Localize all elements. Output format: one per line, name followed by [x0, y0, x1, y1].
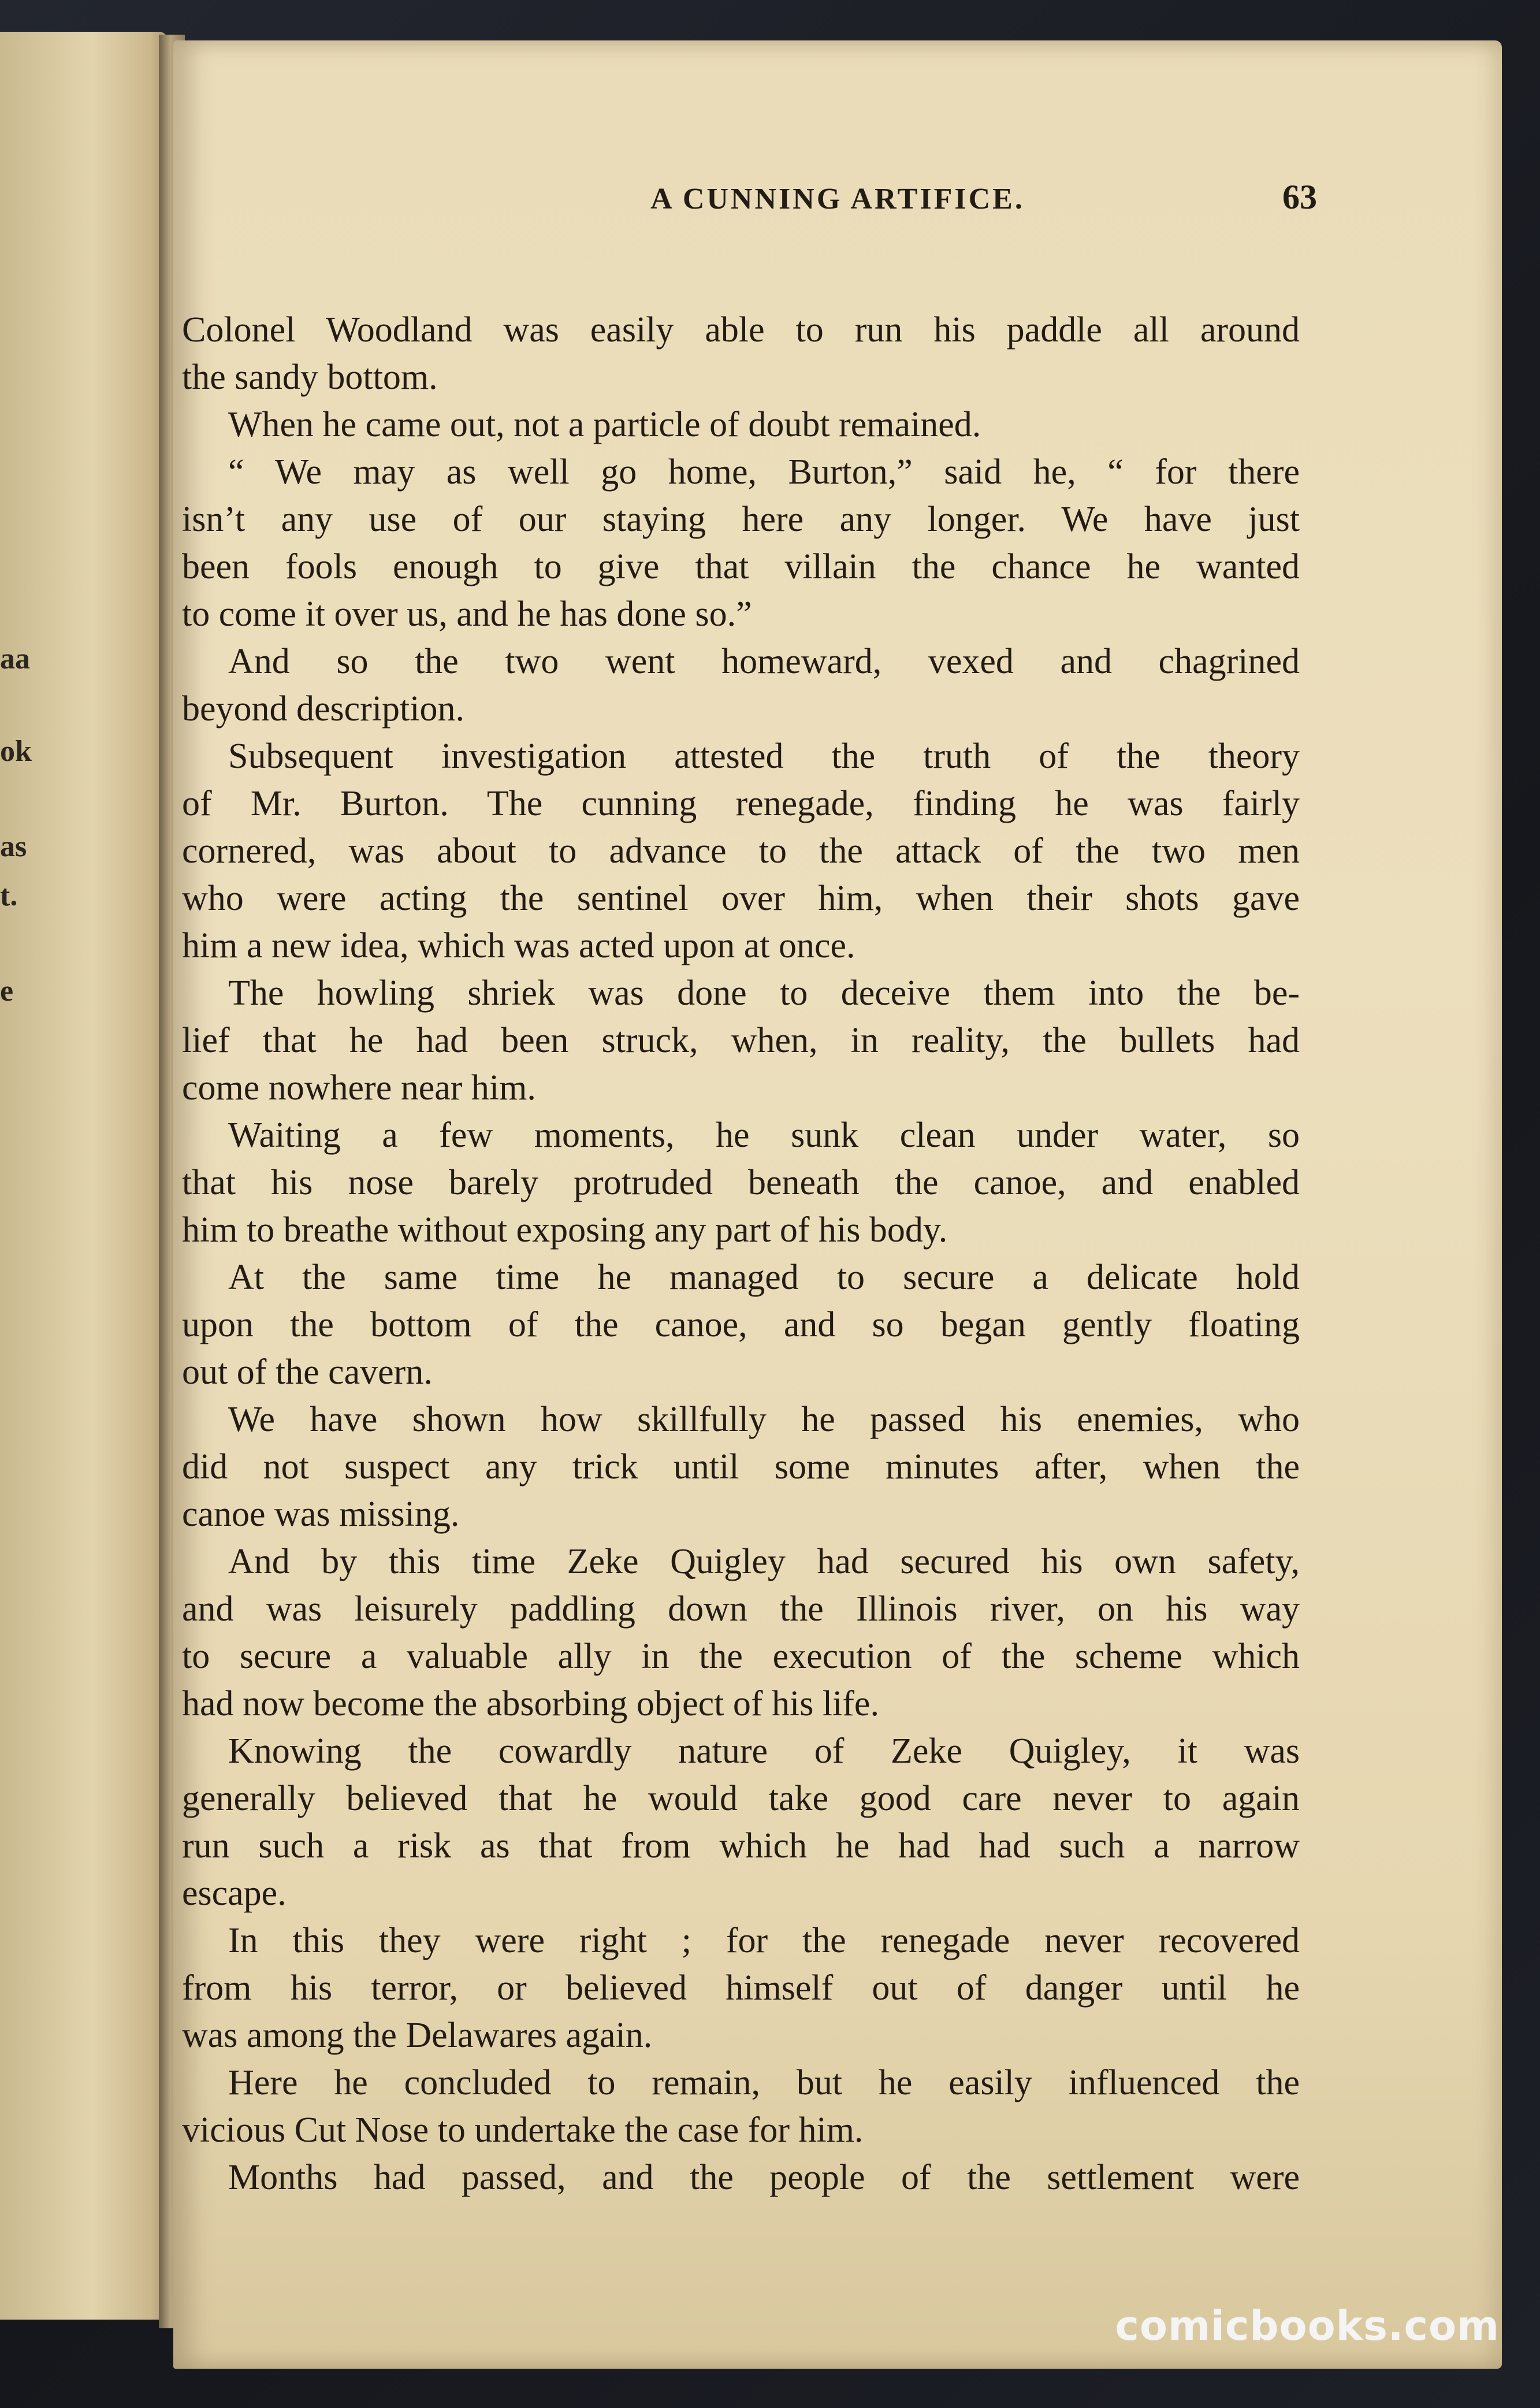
text-line: Knowing the cowardly nature of Zeke Quigley, it was [228, 1731, 1300, 1771]
text-line: isn’t any use of our staying here any longer. We have just [182, 500, 1300, 539]
text-line: At the same time he managed to secure a delicate hold [228, 1258, 1300, 1297]
text-line: When he came out, not a particle of doubt remained. [228, 405, 981, 444]
text-line: had now become the absorbing object of his life. [182, 1684, 879, 1723]
text-line: Colonel Woodland was easily able to run his paddle all around [182, 310, 1300, 350]
text-line: of Mr. Burton. The cunning renegade, finding he was fairly [182, 784, 1300, 823]
left-margin-fragment: t. [0, 879, 18, 912]
text-line: from his terror, or believed himself out of danger until he [182, 1968, 1300, 2008]
text-line: been fools enough to give that villain the chance he wanted [182, 547, 1300, 586]
text-line: cornered, was about to advance to the attack of the two men [182, 831, 1300, 871]
text-line: to secure a valuable ally in the execution of the scheme which [182, 1637, 1300, 1676]
book-page [173, 40, 1502, 2369]
left-margin-fragment: ok [0, 735, 32, 768]
text-line: escape. [182, 1874, 287, 1913]
text-line: Here he concluded to remain, but he easily influenced the [228, 2063, 1300, 2102]
text-line: that his nose barely protruded beneath the canoe, and enabled [182, 1163, 1300, 1202]
text-line: And so the two went homeward, vexed and chagrined [228, 642, 1300, 681]
left-page-edge [0, 32, 168, 2320]
text-line: was among the Delawares again. [182, 2016, 653, 2055]
text-line: “ We may as well go home, Burton,” said he, “ for there [228, 452, 1300, 492]
text-line: generally believed that he would take good care never to again [182, 1779, 1300, 1818]
text-line: upon the bottom of the canoe, and so began gently floating [182, 1305, 1300, 1344]
text-line: lief that he had been struck, when, in reality, the bullets had [182, 1021, 1300, 1060]
text-line: vicious Cut Nose to undertake the case for him. [182, 2110, 864, 2150]
page-number: 63 [1282, 178, 1317, 216]
text-line: Subsequent investigation attested the truth of the theory [228, 737, 1300, 776]
text-line: come nowhere near him. [182, 1068, 536, 1108]
text-line: run such a risk as that from which he had had such a narrow [182, 1826, 1300, 1866]
left-margin-fragment: as [0, 830, 27, 863]
text-line: him to breathe without exposing any part of his body. [182, 1210, 948, 1250]
text-line: did not suspect any trick until some minutes after, when the [182, 1447, 1300, 1487]
text-line: Months had passed, and the people of the settlement were [228, 2158, 1300, 2197]
text-line: him a new idea, which was acted upon at once. [182, 926, 855, 965]
text-line: and was leisurely paddling down the Illinois river, on his way [182, 1589, 1300, 1629]
text-line: beyond description. [182, 689, 465, 729]
watermark: comicbooks.com [1115, 2302, 1500, 2350]
text-line: who were acting the sentinel over him, when their shots gave [182, 879, 1300, 918]
text-line: The howling shriek was done to deceive them into the be- [228, 973, 1300, 1013]
text-line: In this they were right ; for the renegade never recovered [228, 1921, 1300, 1960]
running-title: A CUNNING ARTIFICE. [650, 183, 1025, 215]
left-margin-fragment: e [0, 975, 14, 1008]
text-line: the sandy bottom. [182, 358, 438, 397]
text-line: Waiting a few moments, he sunk clean under water, so [228, 1116, 1300, 1155]
text-line: to come it over us, and he has done so.” [182, 594, 752, 634]
text-line: We have shown how skillfully he passed his enemies, who [228, 1400, 1300, 1439]
text-line: canoe was missing. [182, 1495, 460, 1534]
page-header [173, 178, 1502, 234]
text-line: out of the cavern. [182, 1352, 433, 1392]
text-line: And by this time Zeke Quigley had secured his own safety, [228, 1542, 1300, 1581]
left-margin-fragment: aa [0, 642, 30, 675]
